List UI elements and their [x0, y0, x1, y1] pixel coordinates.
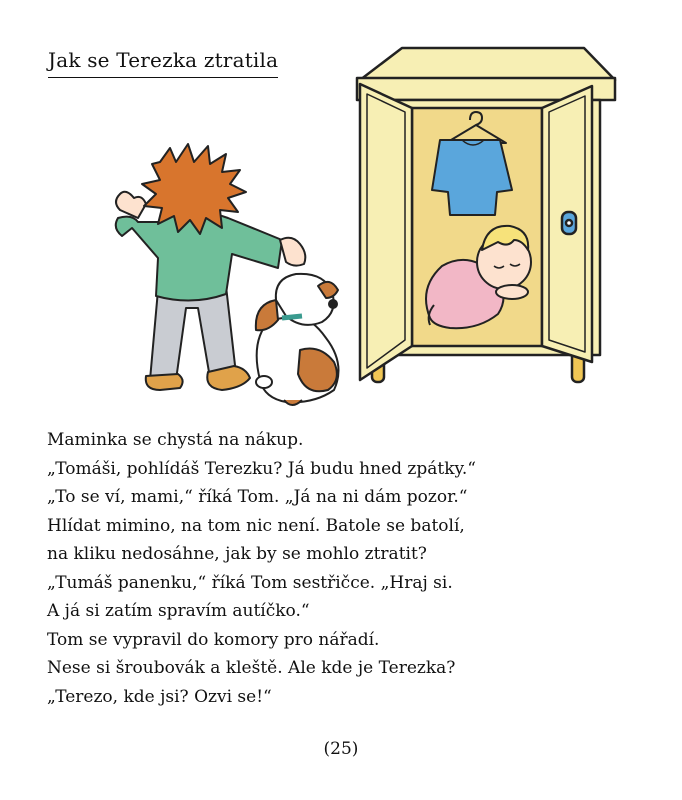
- story-line: Maminka se chystá na nákup.: [47, 430, 304, 450]
- story-title: Jak se Terezka ztratila: [48, 48, 278, 78]
- page-number: (25): [323, 739, 359, 759]
- story-line: Hlídat mimino, na tom nic není. Batole se batolí,: [47, 515, 465, 536]
- story-text: [47, 426, 476, 711]
- story-line: Tom se vypravil do komory pro nářadí.: [47, 629, 380, 650]
- story-line: „To se ví, mami,“ říká Tom. „Já na ni dám pozor.“: [47, 487, 468, 507]
- story-line: Nese si šroubovák a kleště. Ale kde je Terezka?: [47, 658, 456, 678]
- dog-image: [256, 274, 339, 405]
- story-line: „Terezo, kde jsi? Ozvi se!“: [47, 686, 272, 707]
- story-illustration: [110, 46, 630, 426]
- story-line: A já si zatím spravím autíčko.“: [47, 601, 310, 621]
- story-line: na kliku nedosáhne, jak by se mohlo ztratit?: [47, 544, 427, 564]
- story-line: „Tomáši, pohlídáš Terezku? Já budu hned zpátky.“: [47, 458, 476, 479]
- story-line: „Tumáš panenku,“ říká Tom sestřičce. „Hraj si.: [47, 572, 453, 593]
